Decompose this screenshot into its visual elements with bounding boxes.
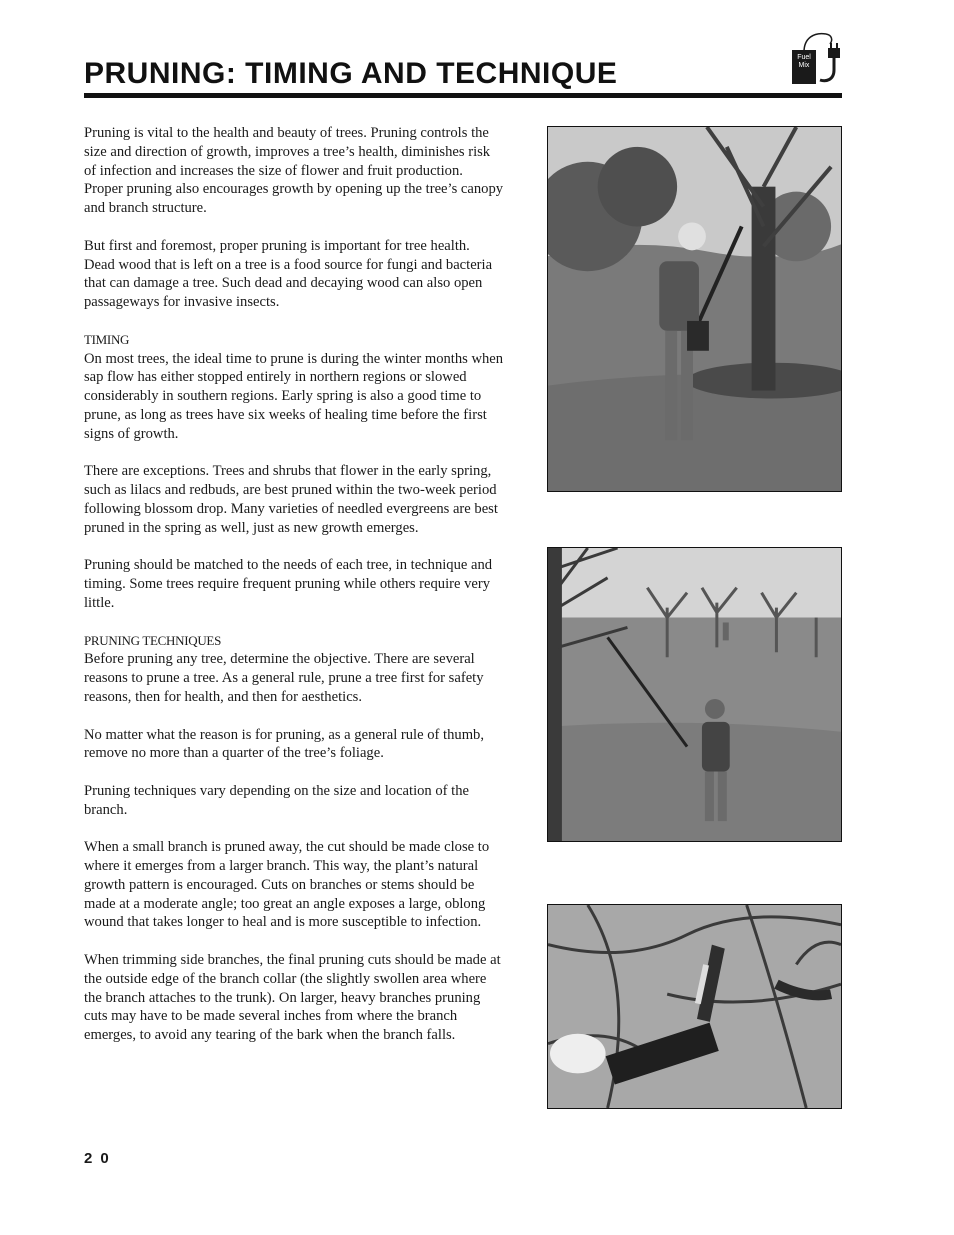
- photo-pruner-closeup: [547, 904, 842, 1109]
- paragraph-intro-2: But first and foremost, proper pruning is important for tree health. Dead wood that is left on a tree is a food source for fungi and bacteria that can damage a tree. Such dead and decaying wood can also open passageways for invasive insects.: [84, 237, 493, 311]
- page-number: 20: [84, 1150, 117, 1167]
- paragraph-timing-1: On most trees, the ideal time to prune is during the winter months when sap flow has either stopped entirely in northern regions or slowed considerably in southern regions. Early spring is also a good time to prune, as long as trees have six weeks of healing time before the first signs of growth.: [84, 350, 504, 442]
- paragraph-tech-3: Pruning techniques vary depending on the size and location of the branch.: [84, 782, 470, 818]
- heading-timing: TIMING: [84, 331, 130, 347]
- paragraph-timing-3: Pruning should be matched to the needs of each tree, in technique and timing. Some trees require frequent pruning while others require very little.: [84, 557, 493, 611]
- paragraph-tech-2: No matter what the reason is for pruning, as a general rule of thumb, remove no more than a quarter of the tree’s foliage.: [84, 726, 484, 762]
- paragraph-tech-4: When a small branch is pruned away, the cut should be made close to where it emerges from a larger branch. This way, the plant’s natural growth pattern is encouraged. Cuts on branches or stems should be made at a moderate angle; too great an angle exposes a large, oblong wound that takes longer to heal and is more susceptible to infection.: [84, 839, 490, 931]
- photo-pole-pruner-orchard: [547, 547, 842, 842]
- paragraph-tech-1: Before pruning any tree, determine the objective. There are several reasons to prune a tree. As a general rule, prune a tree first for safety reasons, then for health, and then for aesthetics.: [84, 651, 484, 705]
- heading-pruning-techniques: PRUNING TECHNIQUES: [84, 632, 222, 648]
- photo-pruning-tree-trunk: [547, 126, 842, 492]
- title-rule: [84, 93, 842, 98]
- paragraph-tech-5: When trimming side branches, the final pruning cuts should be made at the outside edge of the branch collar (the slightly swollen area where the branch attaches to the trunk). On larger, heavy branches pruning cuts may have to be made several inches from where the branch emerges, to avoid any tearing of the bark when the branch falls.: [84, 952, 501, 1044]
- fuel-mix-plug-icon: [792, 30, 842, 88]
- paragraph-intro-1: Pruning is vital to the health and beauty of trees. Pruning controls the size and direction of growth, improves a tree’s health, diminishes risk of infection and increases the size of flower and fruit production. Proper pruning also encourages growth by opening up the tree’s canopy and branch structure.: [84, 125, 504, 217]
- page-title: PRUNING: TIMING AND TECHNIQUE: [84, 57, 618, 90]
- paragraph-timing-2: There are exceptions. Trees and shrubs that flower in the early spring, such as lilacs and redbuds, are best pruned within the two-week period following blossom drop. Many varieties of needled evergreens are best pruned in the spring as well, just as new growth emerges.: [84, 463, 498, 536]
- fuel-mix-label: Fuel Mix: [792, 50, 816, 84]
- main-text-column: [84, 124, 504, 1064]
